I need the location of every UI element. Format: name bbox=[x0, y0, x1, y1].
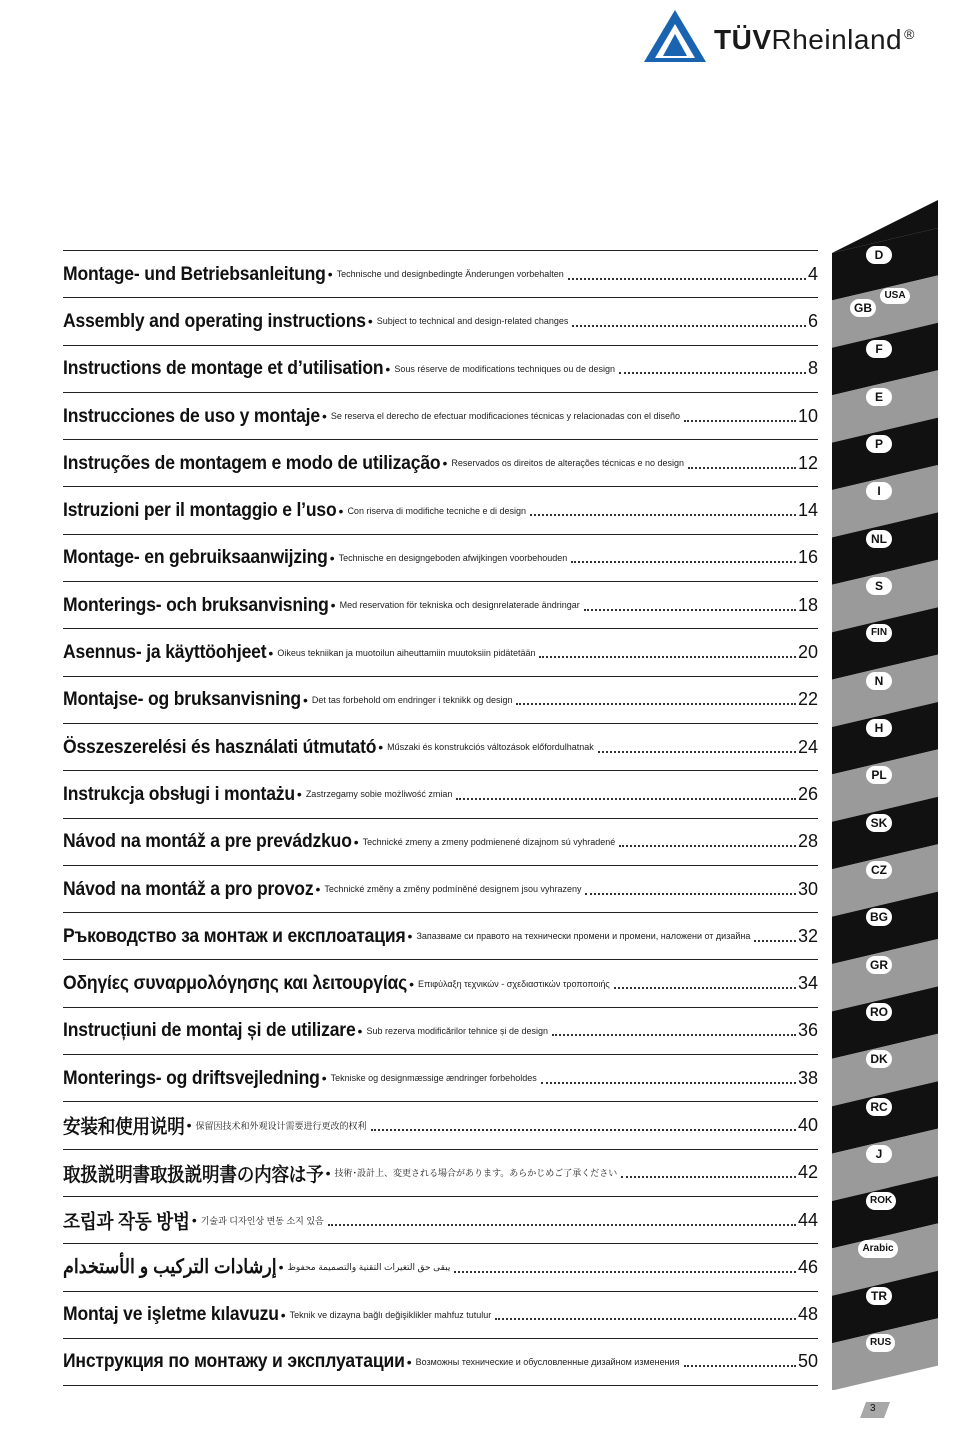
toc-entry-note: Tekniske og designmæssige ændringer forbeholdes bbox=[330, 1073, 537, 1084]
toc-entry-title: 조립과 작동 방법 bbox=[63, 1211, 190, 1234]
toc-entry-title: Instrucciones de uso y montaje bbox=[63, 404, 320, 427]
bullet-separator: • bbox=[407, 928, 413, 945]
language-tab-gr[interactable]: GR bbox=[866, 956, 892, 974]
toc-entry-title: Istruzioni per il montaggio e l’uso bbox=[63, 499, 337, 522]
dot-leader bbox=[516, 702, 796, 705]
language-tab-h[interactable]: H bbox=[866, 719, 892, 737]
dot-leader bbox=[585, 892, 795, 895]
toc-entry-title: إرشادات التركيب و الأستخدام bbox=[63, 1256, 277, 1279]
language-tab-usa[interactable]: USA bbox=[880, 288, 910, 304]
toc-row bbox=[63, 534, 818, 581]
bullet-separator: • bbox=[280, 1306, 286, 1323]
toc-entry-title: Assembly and operating instructions bbox=[63, 309, 366, 332]
toc-page-number: 14 bbox=[797, 500, 818, 521]
dot-leader bbox=[571, 560, 796, 563]
toc-entry-title: Monterings- och bruksanvisning bbox=[63, 593, 329, 616]
tuv-triangle-icon bbox=[640, 6, 710, 66]
language-tab-e[interactable]: E bbox=[866, 388, 892, 406]
toc-page-number: 26 bbox=[797, 783, 818, 804]
toc-entry-title: Инструкция по монтажу и эксплуатации bbox=[63, 1350, 405, 1373]
language-tab-background bbox=[832, 200, 942, 1390]
brand-name-bold: TÜV bbox=[714, 24, 772, 55]
bullet-separator: • bbox=[296, 786, 302, 803]
toc-entry-note: Se reserva el derecho de efectuar modificaciones técnicas y relacionadas con el diseño bbox=[330, 411, 681, 422]
toc-entry-title: Asennus- ja käyttöohjeet bbox=[63, 641, 267, 664]
dot-leader bbox=[530, 513, 796, 516]
toc-row bbox=[63, 439, 818, 486]
language-tab-i[interactable]: I bbox=[866, 482, 892, 500]
language-tab-cz[interactable]: CZ bbox=[866, 861, 892, 879]
toc-entry-title: Montage- en gebruiksaanwijzing bbox=[63, 546, 328, 569]
bullet-separator: • bbox=[321, 1070, 327, 1087]
language-tab-f[interactable]: F bbox=[866, 340, 892, 358]
bullet-separator: • bbox=[325, 1164, 331, 1181]
language-tab-sk[interactable]: SK bbox=[866, 814, 892, 832]
toc-page-number: 24 bbox=[797, 736, 818, 757]
language-tab-gb[interactable]: GB bbox=[850, 299, 876, 317]
toc-page-number: 38 bbox=[797, 1067, 818, 1088]
bullet-separator: • bbox=[268, 644, 274, 661]
brand-name-rest: Rheinland bbox=[771, 24, 903, 55]
toc-entry-title: Οδηγίες συναρμολόγησης και λειτουργίας bbox=[63, 972, 408, 995]
toc-entry-note: Technické zmeny a zmeny podmienené dizajnom sú vyhradené bbox=[362, 836, 616, 847]
language-tab-fin[interactable]: FIN bbox=[866, 624, 892, 642]
language-tab-tr[interactable]: TR bbox=[866, 1287, 892, 1305]
toc-page-number: 40 bbox=[797, 1114, 818, 1135]
language-tab-s[interactable]: S bbox=[866, 577, 892, 595]
toc-entry-note: 技術･設計上、変更される場合があります。あらかじめご了承ください bbox=[334, 1168, 618, 1179]
dot-leader bbox=[598, 750, 796, 753]
page-number: 3 bbox=[870, 1403, 876, 1414]
bullet-separator: • bbox=[406, 1353, 412, 1370]
toc-row bbox=[63, 486, 818, 533]
toc-page-number: 4 bbox=[807, 263, 818, 284]
toc-entry-title: Instructions de montage et d’utilisation bbox=[63, 357, 384, 380]
language-tab-ro[interactable]: RO bbox=[866, 1003, 892, 1021]
toc-page-number: 50 bbox=[797, 1351, 818, 1372]
toc-row bbox=[63, 1007, 818, 1054]
bullet-separator: • bbox=[315, 881, 321, 897]
dot-leader bbox=[684, 1364, 796, 1367]
toc-entry-note: Det tas forbehold om endringer i teknikk og design bbox=[311, 694, 513, 705]
table-of-contents bbox=[63, 250, 818, 1386]
dot-leader bbox=[539, 655, 796, 658]
toc-page-number: 18 bbox=[797, 594, 818, 615]
toc-row bbox=[63, 628, 818, 675]
toc-row bbox=[63, 250, 818, 297]
toc-row bbox=[63, 345, 818, 392]
toc-row bbox=[63, 959, 818, 1006]
toc-entry-note: Reservados os direitos de alterações técnicas e no design bbox=[451, 458, 684, 469]
toc-entry-note: Technické změny a změny podmíněné designem jsou vyhrazeny bbox=[324, 884, 582, 894]
toc-entry-note: Запазваме си правото на технически промени и промени, наложени от дизайна bbox=[416, 931, 751, 942]
language-tab-bg[interactable]: BG bbox=[866, 908, 892, 926]
toc-row bbox=[63, 1054, 818, 1101]
dot-leader bbox=[568, 277, 806, 280]
language-tab-dk[interactable]: DK bbox=[866, 1050, 892, 1068]
bullet-separator: • bbox=[302, 691, 308, 708]
toc-row bbox=[63, 723, 818, 770]
dot-leader bbox=[371, 1128, 796, 1131]
language-tab-rok[interactable]: ROK bbox=[866, 1192, 896, 1210]
toc-page-number: 10 bbox=[797, 405, 818, 426]
toc-entry-note: 保留因技术和外观设计需要进行更改的权利 bbox=[195, 1120, 367, 1131]
language-tab-nl[interactable]: NL bbox=[866, 530, 892, 548]
toc-row bbox=[63, 297, 818, 344]
toc-row bbox=[63, 865, 818, 912]
toc-entry-title: Návod na montáž a pro provoz bbox=[63, 877, 314, 900]
toc-page-number: 22 bbox=[797, 689, 818, 710]
toc-row bbox=[63, 1338, 818, 1386]
language-tab-rus[interactable]: RUS bbox=[866, 1334, 895, 1352]
toc-entry-note: 기술과 디자인상 변동 소지 있음 bbox=[200, 1215, 324, 1226]
toc-row bbox=[63, 1243, 818, 1290]
toc-entry-note: Zastrzegamy sobie możliwość zmian bbox=[305, 789, 453, 800]
bullet-separator: • bbox=[330, 597, 336, 614]
toc-page-number: 46 bbox=[797, 1256, 818, 1277]
toc-entry-title: Instrucțiuni de montaj și de utilizare bbox=[63, 1019, 356, 1042]
toc-row bbox=[63, 1149, 818, 1196]
toc-page-number: 12 bbox=[797, 452, 818, 473]
language-tab-j[interactable]: J bbox=[866, 1145, 892, 1163]
toc-page-number: 30 bbox=[797, 878, 818, 899]
toc-entry-note: Con riserva di modifiche tecniche e di design bbox=[347, 505, 527, 516]
language-tab-strip bbox=[832, 200, 942, 1390]
page-number-tag bbox=[860, 1402, 890, 1418]
dot-leader bbox=[619, 371, 806, 374]
toc-entry-title: Montage- und Betriebsanleitung bbox=[63, 262, 326, 285]
language-tab-arabic[interactable]: Arabic bbox=[858, 1240, 898, 1258]
toc-entry-title: Instrukcja obsługi i montażu bbox=[63, 782, 295, 805]
bullet-separator: • bbox=[338, 502, 344, 519]
language-tab-d[interactable]: D bbox=[866, 246, 892, 264]
toc-entry-note: Oikeus tekniikan ja muotoilun aiheuttamiin muutoksiin pidätetään bbox=[277, 647, 536, 658]
toc-entry-note: Возможны технические и обусловленные дизайном изменения bbox=[415, 1356, 680, 1367]
toc-row bbox=[63, 1196, 818, 1243]
toc-page-number: 34 bbox=[797, 973, 818, 994]
language-tab-n[interactable]: N bbox=[866, 672, 892, 690]
toc-entry-title: Návod na montáž a pre prevádzkuo bbox=[63, 830, 352, 853]
registered-mark: ® bbox=[904, 25, 915, 42]
brand-wordmark bbox=[714, 24, 915, 56]
dot-leader bbox=[584, 608, 796, 611]
bullet-separator: • bbox=[327, 266, 333, 283]
bullet-separator: • bbox=[357, 1022, 363, 1039]
bullet-separator: • bbox=[409, 975, 415, 992]
dot-leader bbox=[456, 797, 796, 800]
bullet-separator: • bbox=[385, 360, 391, 377]
toc-entry-title: Összeszerelési és használati útmutató bbox=[63, 735, 377, 758]
dot-leader bbox=[572, 324, 806, 327]
toc-entry-title: Ръководство за монтаж и експлоатация bbox=[63, 924, 406, 947]
dot-leader bbox=[541, 1081, 796, 1084]
toc-row bbox=[63, 1291, 818, 1338]
toc-entry-note: Sous réserve de modifications techniques ou de design bbox=[394, 363, 615, 374]
toc-entry-note: Teknik ve dizayna bağlı değişiklikler mahfuz tutulur bbox=[289, 1309, 492, 1320]
toc-page-number: 42 bbox=[797, 1162, 818, 1183]
toc-entry-title: Monterings- og driftsvejledning bbox=[63, 1066, 320, 1089]
toc-entry-title: Montaj ve işletme kılavuzu bbox=[63, 1303, 279, 1326]
dot-leader bbox=[495, 1317, 796, 1320]
toc-entry-note: Műszaki és konstrukciós változások előfordulhatnak bbox=[387, 742, 594, 753]
bullet-separator: • bbox=[186, 1117, 192, 1134]
toc-entry-note: Med reservation för tekniska och designrelaterade ändringar bbox=[339, 600, 580, 611]
bullet-separator: • bbox=[353, 833, 359, 850]
toc-page-number: 44 bbox=[797, 1209, 818, 1230]
toc-page-number: 16 bbox=[797, 547, 818, 568]
toc-row bbox=[63, 912, 818, 959]
dot-leader bbox=[684, 419, 796, 422]
language-tab-p[interactable]: P bbox=[866, 435, 892, 453]
dot-leader bbox=[614, 986, 796, 989]
toc-entry-note: Technische en designgeboden afwijkingen voorbehouden bbox=[338, 552, 568, 563]
language-tab-pl[interactable]: PL bbox=[866, 766, 892, 784]
toc-page-number: 36 bbox=[797, 1020, 818, 1041]
bullet-separator: • bbox=[329, 549, 335, 566]
toc-page-number: 20 bbox=[797, 642, 818, 663]
toc-row bbox=[63, 392, 818, 439]
tuv-rheinland-logo bbox=[640, 6, 960, 66]
toc-page-number: 8 bbox=[807, 358, 818, 379]
bullet-separator: • bbox=[442, 455, 448, 472]
bullet-separator: • bbox=[278, 1259, 284, 1276]
bullet-separator: • bbox=[367, 313, 373, 330]
toc-entry-note: Subject to technical and design-related changes bbox=[376, 316, 569, 327]
dot-leader bbox=[688, 466, 796, 469]
toc-entry-note: Technische und designbedingte Änderungen vorbehalten bbox=[336, 269, 564, 280]
toc-entry-note: Επιφύλαξη τεχνικών - σχεδιαστικών τροποποιής bbox=[418, 978, 610, 989]
toc-row bbox=[63, 818, 818, 865]
bullet-separator: • bbox=[378, 739, 384, 756]
toc-page-number: 32 bbox=[797, 925, 818, 946]
toc-entry-title: 取扱説明書取扱説明書の内容は予 bbox=[63, 1163, 324, 1186]
toc-page-number: 48 bbox=[797, 1304, 818, 1325]
toc-entry-title: 安装和使用说明 bbox=[63, 1116, 185, 1139]
toc-entry-title: Montajse- og bruksanvisning bbox=[63, 688, 301, 711]
toc-entry-note: يبقى حق التغيرات التقنية والتصميمة محفوظ bbox=[287, 1261, 451, 1272]
toc-row bbox=[63, 770, 818, 817]
dot-leader bbox=[754, 939, 796, 942]
dot-leader bbox=[619, 844, 796, 847]
dot-leader bbox=[454, 1270, 796, 1273]
toc-entry-title: Instruções de montagem e modo de utilização bbox=[63, 451, 441, 474]
toc-row bbox=[63, 676, 818, 723]
bullet-separator: • bbox=[321, 408, 327, 425]
dot-leader bbox=[621, 1175, 796, 1178]
dot-leader bbox=[328, 1223, 796, 1226]
toc-row bbox=[63, 1101, 818, 1148]
toc-entry-note: Sub rezerva modificărilor tehnice și de design bbox=[366, 1025, 549, 1036]
toc-page-number: 28 bbox=[797, 831, 818, 852]
dot-leader bbox=[552, 1033, 796, 1036]
bullet-separator: • bbox=[191, 1212, 197, 1229]
toc-row bbox=[63, 581, 818, 628]
toc-page-number: 6 bbox=[807, 310, 818, 331]
language-tab-rc[interactable]: RC bbox=[866, 1098, 892, 1116]
